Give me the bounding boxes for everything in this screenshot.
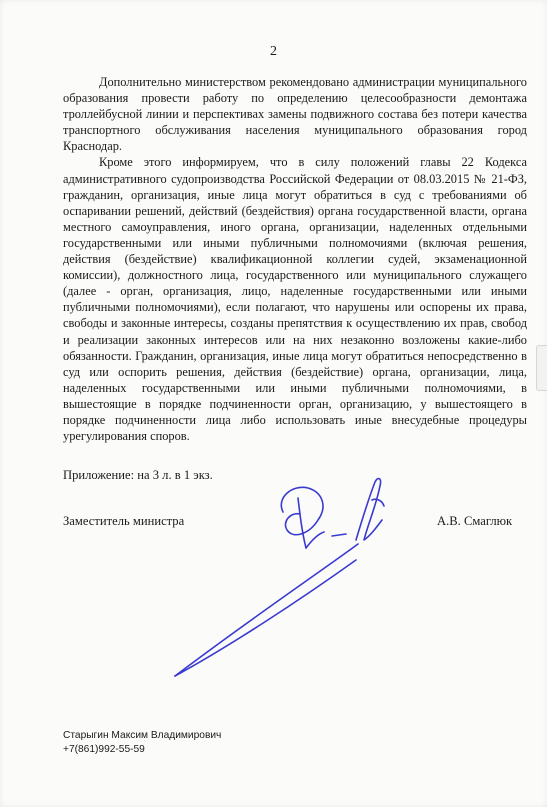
paragraph-recommendation: Дополнительно министерством рекомендовано администрации муниципального образования провести работу по определению целесообразности демонтажа троллейбусной линии и перспективах замены подвижного состава без потери качества транспортного обслуживания населения муниципального образования город Краснодар. xyxy=(63,75,527,154)
letter-body xyxy=(63,74,527,444)
side-scroll-handle[interactable] xyxy=(536,345,547,391)
executor-phone: +7(861)992-55-59 xyxy=(63,744,145,755)
page-number: 2 xyxy=(270,44,277,59)
executor-name: Старыгин Максим Владимирович xyxy=(63,730,222,741)
attachment-line: Приложение: на 3 л. в 1 экз. xyxy=(63,468,213,482)
paragraph-legal-rights: Кроме этого информируем, что в силу положений главы 22 Кодекса административного судопроизводства Российской Федерации от 08.03.2015 № 21-ФЗ, гражданин, организация, иные лица могут обратиться в суд с требованиями об оспаривании решений, действий (бездействия) органа государственной власти, органа местного самоуправления, иного органа, организации, наделенных отдельными государственными или иными публичными полномочиями (включая решения, действия (бездействие) квалификационной коллегии судей, экзаменационной комиссии), должностного лица, государственного или муниципального служащего (далее - орган, организация, лицо, наделенные государственными или иными публичными полномочиями), если полагают, что нарушены или оспорены их права, свободы и законные интересы, созданы препятствия к осуществлению их прав, свобод и реализации законных интересов или на них незаконно возложены какие-либо обязанности. Гражданин, организация, иные лица могут обратиться непосредственно в суд или оспорить решения, действия (бездействие) органа, организации, лица, наделенных государственными или иными публичными полномочиями, в вышестоящие в порядке подчиненности орган, организацию, у вышестоящего в порядке подчиненности лица либо использовать иные внесудебные процедуры урегулирования споров. xyxy=(63,155,527,444)
signer-title: Заместитель министра xyxy=(63,514,185,528)
executor-block xyxy=(63,729,221,757)
signer-name: А.В. Смаглюк xyxy=(437,514,513,528)
